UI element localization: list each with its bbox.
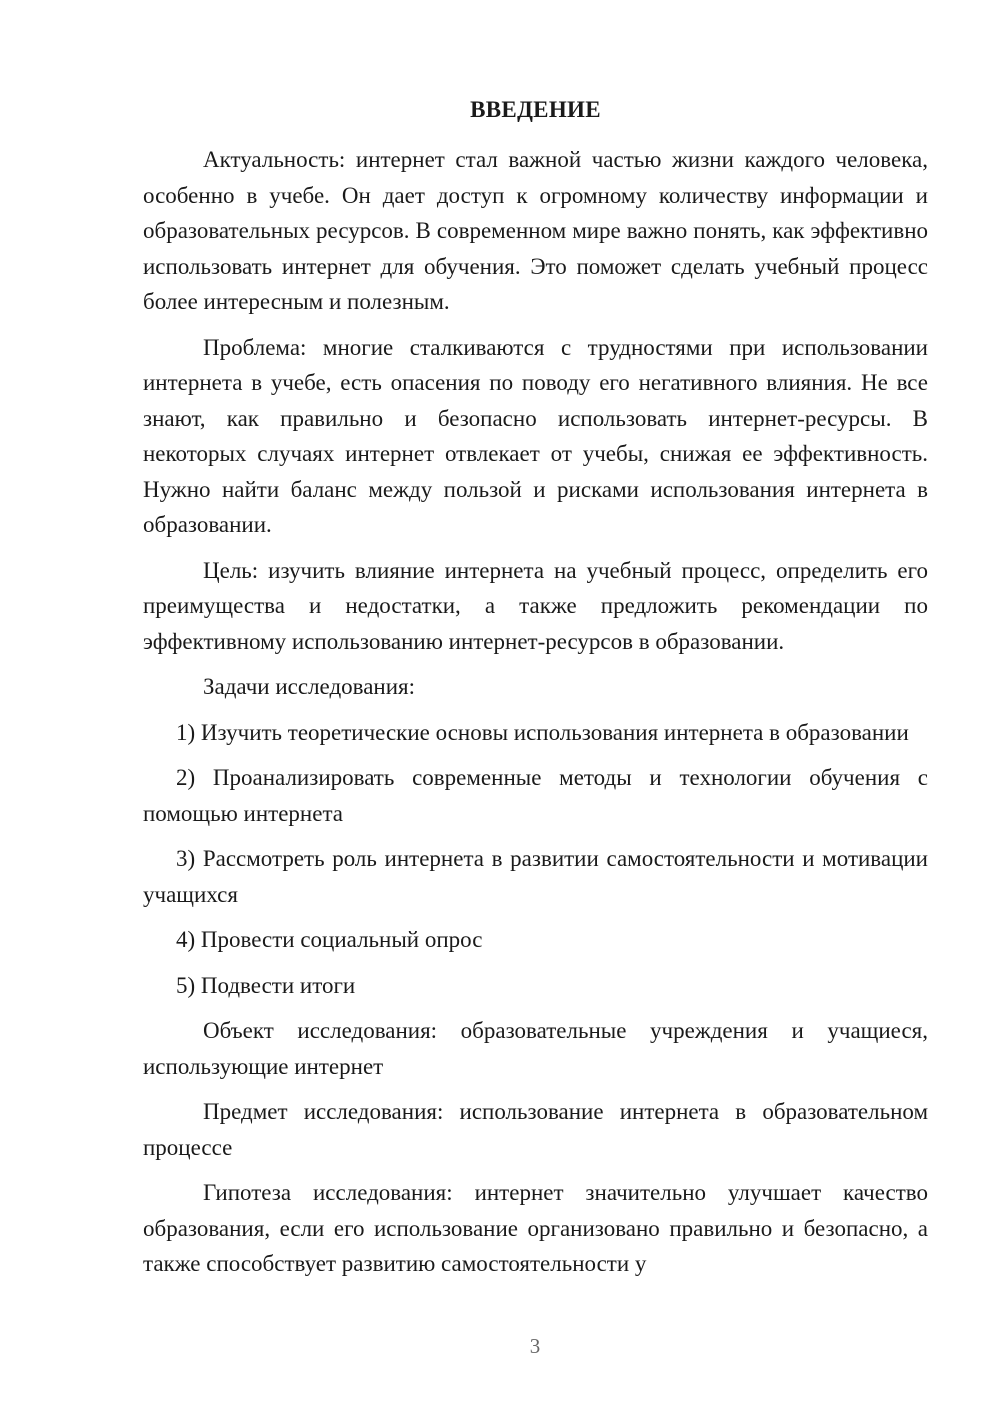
paragraph-hypothesis: Гипотеза исследования: интернет значительно улучшает качество образования, если его использование организовано правильно и безопасно, а также способствует развитию самостоятельности у bbox=[143, 1180, 928, 1276]
page-title: ВВЕДЕНИЕ bbox=[470, 97, 601, 122]
page-number: 3 bbox=[529, 1334, 541, 1358]
paragraph-relevance: Актуальность: интернет стал важной частью жизни каждого человека, особенно в учебе. Он дает доступ к огромному количеству информации и образовательных ресурсов. В современном мире важно понять, как эффективно использовать интернет для обучения. Это поможет сделать учебный процесс более интересным и полезным. bbox=[143, 147, 928, 314]
task-item-1: 1) Изучить теоретические основы использования интернета в образовании bbox=[176, 719, 909, 745]
task-item-3: 3) Рассмотреть роль интернета в развитии самостоятельности и мотивации учащихся bbox=[143, 846, 928, 907]
page-content bbox=[143, 92, 928, 1292]
paragraph-subject: Предмет исследования: использование интернета в образовательном процессе bbox=[143, 1099, 928, 1160]
paragraph-tasks-heading: Задачи исследования: bbox=[203, 674, 416, 699]
task-item-4: 4) Провести социальный опрос bbox=[176, 927, 483, 952]
paragraph-problem: Проблема: многие сталкиваются с трудностями при использовании интернета в учебе, есть опасения по поводу его негативного влияния. Не все знают, как правильно и безопасно использовать интернет-ресурсы. В некоторых случаях интернет отвлекает от учебы, снижая ее эффективность. Нужно найти баланс между пользой и рисками использования интернета в образовании. bbox=[143, 334, 928, 537]
paragraph-goal: Цель: изучить влияние интернета на учебный процесс, определить его преимущества и недостатки, а также предложить рекомендации по эффективному использованию интернет-ресурсов в образовании. bbox=[143, 557, 928, 654]
paragraph-object: Объект исследования: образовательные учреждения и учащиеся, использующие интернет bbox=[143, 1018, 928, 1079]
task-item-2: 2) Проанализировать современные методы и технологии обучения с помощью интернета bbox=[143, 765, 928, 826]
task-item-5: 5) Подвести итоги bbox=[176, 972, 356, 998]
